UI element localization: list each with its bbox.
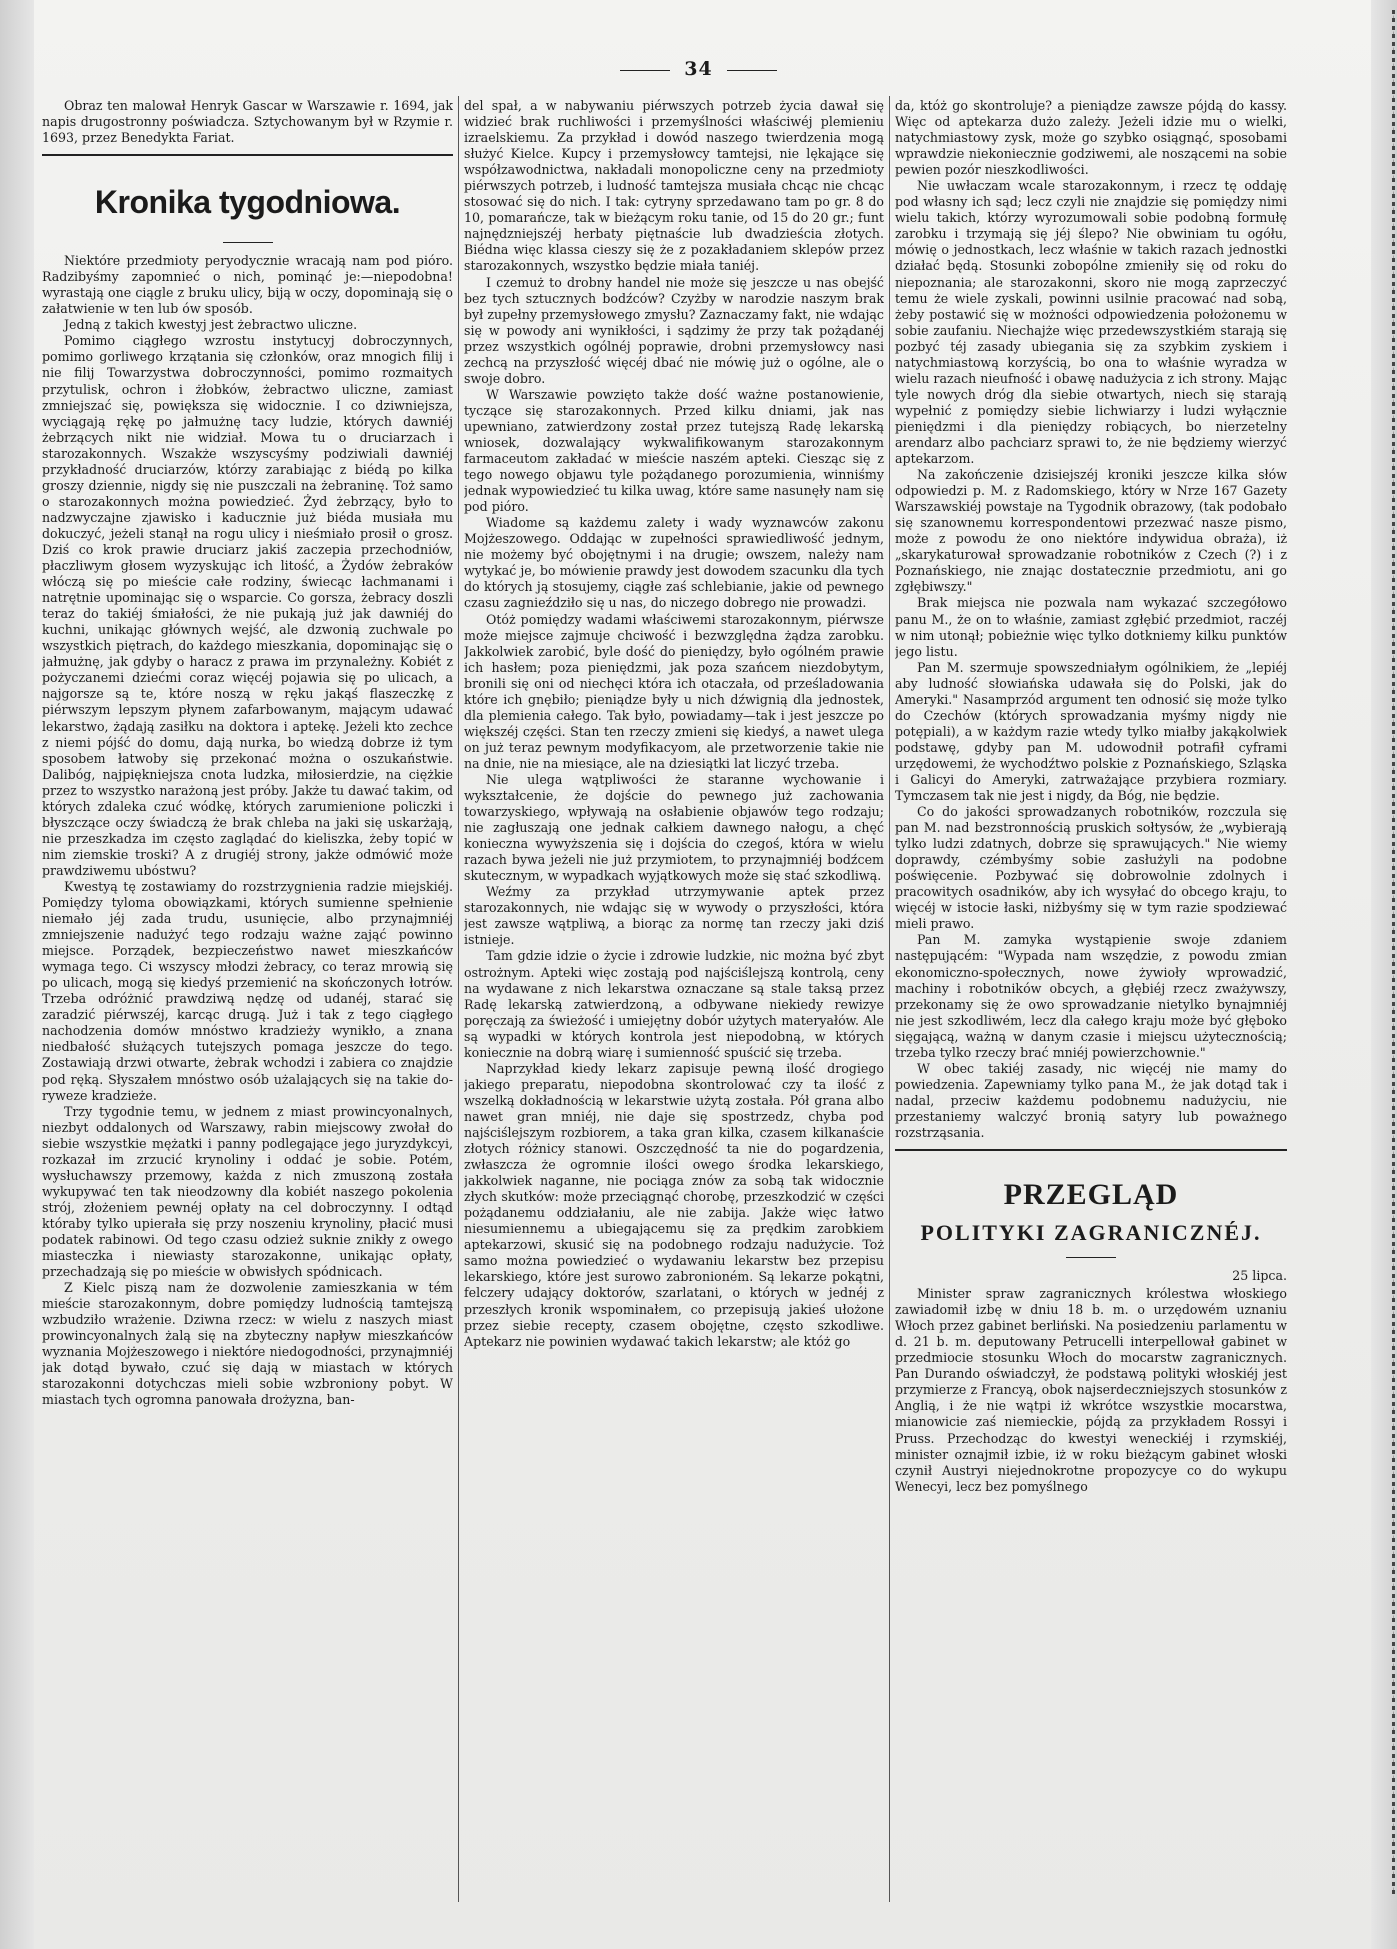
perforation-dot: [1375, 1722, 1395, 1734]
perforation-dot: [1375, 1114, 1395, 1126]
perforation-dot: [1375, 170, 1395, 182]
article-paragraph: Pan M. szermuje spowszedniałym ogólnikiem, że „lepiéj aby ludność słowiańska udawała się do Polski, jak do Ameryki." Nasamprzód argument ten odnosić się może tylko do Czechów (których sprowadzania myśmy nigdy nie potępiali), a w każdym razie wtedy tylko miałby jakąkolwiek podstawę, gdyby pan M. udowodnił potrafił cyframi urzędowemi, że wychodźtwo polskie z Poznańskiego, Szląska i Galicyi do Ameryki, zatrważające przybiera rozmiary. Tymczasem tak nie jest i nigdy, da Bóg, nie będzie.: [895, 659, 1287, 804]
perforation-dot: [1375, 730, 1395, 742]
perforation-dot: [1375, 1210, 1395, 1222]
perforation-dot: [1375, 1786, 1395, 1798]
article-paragraph: Brak miejsca nie pozwala nam wykazać szczegółowo panu M., że on to właśnie, zamiast zgłębić przedmiot, raczéj w nim utonął; pobieżnie więc tylko dotkniemy kilku punktów jego listu.: [895, 595, 1287, 659]
heading-ornament-rule: [1066, 1257, 1116, 1258]
perforation-dot: [1375, 1834, 1395, 1846]
page-left-margin: [0, 0, 34, 1949]
article-paragraph: Trzy tygodnie temu, w jednem z miast prowincyonalnych, niezbyt oddalonych od Warszawy, rabin miejscowy zwołał do siebie wszystkie mężatki i panny podlegające jego juryzdykcyi, rozkazał im zrzucić krynoliny i oddać je sobie. Potém, wysłuchawszy przemowy, każda z nich zmuszoną została wykupywać ten tak nieodzowny dla kobiét naszego pokolenia strój, złożeniem pewnéj opłaty na cel dobroczynny. I odtąd któraby tylko upierała się przy noszeniu krynoliny, płacić musi podatek rabinowi. Od tego czasu odzież suknie znikły z owego miasteczka i niewiasty starozakonne, unikając opłaty, przechadzają się po mieście w obwisłych spódnicach.: [42, 1103, 453, 1280]
perforation-dot: [1375, 986, 1395, 998]
perforation-dot: [1375, 778, 1395, 790]
perforation-dot: [1375, 1850, 1395, 1862]
perforation-dot: [1375, 1498, 1395, 1510]
perforation-dot: [1375, 218, 1395, 230]
section-subheading-polityki: POLITYKI ZAGRANICZNÉJ.: [920, 1220, 1262, 1246]
perforation-dot: [1375, 1546, 1395, 1558]
perforation-dot: [1375, 762, 1395, 774]
page-number: 34: [0, 58, 1397, 80]
perforation-dot: [1375, 1098, 1395, 1110]
perforation-dot: [1375, 650, 1395, 662]
article-paragraph: del spał, a w nabywaniu piérwszych potrzeb życia dawał się widzieć brak ruchliwości i przemyślności właściwéj plemieniu izraelskiemu. Za przykład i dowód naszego twierdzenia mogą służyć Kielce. Kupcy i przemysłowcy tamtejsi, nie lękające się współzawodnictwa, nakładali monopoliczne ceny na przedmioty piérwszych potrzeb, i ludność tamtejsza musiała chcąc nie chcąc stosować się do nich. I tak: cytryny sprzedawano tam po gr. 8 do 10, pomarańcze, tak w bieżącym roku tanie, od 15 do 20 gr.; funt najnędzniejszéj herbaty piętnaście lub dwadzieścia złotych. Biédna więc klassa cieszy się że z pozakładaniem sklepów przez starozakonnych, wszystko będzie miała taniéj.: [464, 98, 884, 274]
article-paragraph: Kwestyą tę zostawiamy do rozstrzygnienia radzie miejskiéj. Pomiędzy tyloma obowiązkami, których sumienne spełnienie niemało jéj zada trudu, usunięcie, albo przynajmniéj zmniejszenie nadużyć tego rodzaju ważne zająć powinno miejsce. Porządek, bezpieczeństwo nawet mieszkańców wymaga tego. Ci wszyscy młodzi żebracy, co teraz mrowią się po ulicach, mogą się kiedyś przemienić na skończonych łotrów. Trzeba odróżnić prawdziwą nędzę od udanéj, starać się zaradzić piérwszéj, karcąc drugą. Już i tak z tego ciągłego nachodzenia domów mnóstwo kradzieży wynikło, a znana niedbałość służących tutejszych pomaga jeszcze do tego. Zostawiają drzwi otwarte, żebrak wchodzi i zabiera co znajdzie pod ręką. Słyszałem mnóstwo osób użalających się na takie do-ryweze kradzieże.: [42, 878, 453, 1103]
perforation-dot: [1375, 1642, 1395, 1654]
perforation-dot: [1375, 1706, 1395, 1718]
perforation-dot: [1375, 586, 1395, 598]
perforation-dot: [1375, 1258, 1395, 1270]
perforation-dot: [1375, 938, 1395, 950]
article-paragraph: Na zakończenie dzisiejszéj kroniki jeszcze kilka słów odpowiedzi p. M. z Radomskiego, który w Nrze 167 Gazety Warszawskiéj powstaje na Tygodnik obrazowy, (tak podobało się szanownemu korrespondentowi przezwać nasze pismo, może z powodu że ono niektóre indywidua obraża), iż „skarykaturował sprowadzanie robotników z Czech (?) i z Poznańskiego, nie znając dostatecznie przedmiotu, ani go zgłębiwszy.": [895, 467, 1287, 595]
perforation-dot: [1375, 1866, 1395, 1878]
perforation-dot: [1375, 346, 1395, 358]
perforation-dot: [1375, 250, 1395, 262]
perforation-dot: [1375, 666, 1395, 678]
perforation-dot: [1375, 330, 1395, 342]
column-left: [42, 98, 453, 1918]
perforation-dot: [1375, 538, 1395, 550]
perforation-dot: [1375, 202, 1395, 214]
perforation-dot: [1375, 1594, 1395, 1606]
article-paragraph: Weźmy za przykład utrzymywanie aptek przez starozakonnych, nie wdając się w wywody o przyszłości, która jest zawsze wątpliwą, a biorąc za normę tan rzeczy jaki dziś istnieje.: [464, 884, 884, 948]
article-paragraph: I czemuż to drobny handel nie może się jeszcze u nas obejść bez tych sztucznych bodźców? Czyżby w narodzie naszym brak był zupełny przemysłowego zmysłu? Zaznaczamy fakt, nie wdając się w powody ani wynikłości, i sądzimy że przy tak pożądanéj przez wszystkich ogólnéj poprawie, drobni przemysłowcy nasi zechcą na przyszłość więcéj dbać nie mówię już o ogólne, ale o swoje dobro.: [464, 274, 884, 386]
perforation-dot: [1375, 1674, 1395, 1686]
perforation-dot: [1375, 746, 1395, 758]
binding-perforation: [1375, 10, 1395, 1940]
perforation-dot: [1375, 506, 1395, 518]
heading-ornament-rule: [223, 242, 273, 243]
perforation-dot: [1375, 1738, 1395, 1750]
perforation-dot: [1375, 1322, 1395, 1334]
perforation-dot: [1375, 858, 1395, 870]
perforation-dot: [1375, 1802, 1395, 1814]
image-caption-note: Obraz ten malował Henryk Gascar w Warszawie r. 1694, jak napis drugostronny poświadcza. Sztychowanym był w Rzymie r. 1693, przez Benedykta Fariat.: [42, 98, 453, 146]
perforation-dot: [1375, 42, 1395, 54]
perforation-dot: [1375, 138, 1395, 150]
perforation-dot: [1375, 106, 1395, 118]
perforation-dot: [1375, 1434, 1395, 1446]
perforation-dot: [1375, 1002, 1395, 1014]
perforation-dot: [1375, 234, 1395, 246]
perforation-dot: [1375, 1530, 1395, 1542]
column-right: [895, 98, 1287, 1918]
perforation-dot: [1375, 1770, 1395, 1782]
perforation-dot: [1375, 570, 1395, 582]
article-paragraph: W obec takiéj zasady, nic więcéj nie mamy do powiedzenia. Zapewniamy tylko pana M., że jak dotąd tak i nadal, przeciw każdemu podobnemu nadużyciu, nie przestaniemy walczyć bronią satyry lub poważnego rozstrząsania.: [895, 1060, 1287, 1140]
article-paragraph: Jedną z takich kwestyj jest żebractwo uliczne.: [64, 317, 358, 333]
section-heading-kronika: Kronika tygodniowa.: [94, 184, 401, 221]
perforation-dot: [1375, 1274, 1395, 1286]
perforation-dot: [1375, 554, 1395, 566]
perforation-dot: [1375, 954, 1395, 966]
page-right-margin: [1371, 0, 1397, 1949]
perforation-dot: [1375, 698, 1395, 710]
perforation-dot: [1375, 522, 1395, 534]
perforation-dot: [1375, 266, 1395, 278]
perforation-dot: [1375, 1162, 1395, 1174]
perforation-dot: [1375, 1514, 1395, 1526]
perforation-dot: [1375, 490, 1395, 502]
perforation-dot: [1375, 1882, 1395, 1894]
perforation-dot: [1375, 1450, 1395, 1462]
perforation-dot: [1375, 602, 1395, 614]
perforation-dot: [1375, 1658, 1395, 1670]
perforation-dot: [1375, 634, 1395, 646]
perforation-dot: [1375, 10, 1395, 22]
perforation-dot: [1375, 842, 1395, 854]
perforation-dot: [1375, 1306, 1395, 1318]
perforation-dot: [1375, 1146, 1395, 1158]
column-divider: [889, 96, 890, 1902]
perforation-dot: [1375, 1482, 1395, 1494]
perforation-dot: [1375, 154, 1395, 166]
perforation-dot: [1375, 1626, 1395, 1638]
perforation-dot: [1375, 186, 1395, 198]
article-paragraph: Wiadome są każdemu zalety i wady wyznawców zakonu Mojżeszowego. Oddając w zupełności sprawiedliwość jednym, nie możemy być obojętnymi i na drugie; owszem, należy nam wytykać je, bo mówienie prawdy jest dowodem szacunku dla tych do których ją stosujemy, ciągłe zaś schlebianie, jakie od pewnego czasu zagnieździło się u nas, do niczego dobrego nie prowadzi.: [464, 515, 884, 611]
perforation-dot: [1375, 378, 1395, 390]
perforation-dot: [1375, 1610, 1395, 1622]
article-paragraph: Minister spraw zagranicznych królestwa włoskiego zawiadomił izbę w dniu 18 b. m. o urzędowém uznaniu Włoch przez gabinet berliński. Na posiedzeniu parlamentu w d. 21 b. m. deputowany Petrucelli interpellował gabinet w przedmiocie stosunku Włoch do mocarstw zagranicznych. Pan Durando oświadczył, że podstawą polityki włoskiéj jest przymierze z Francyą, obok najserdeczniejszych stosunków z Anglią, i że nie wątpi iż wkrótce wszystkie mocarstwa, mianowicie zaś niemieckie, pójdą za przykładem Rossyi i Pruss. Przechodząc do kwestyi weneckiéj i rzymskiéj, minister oznajmił izbie, iż w roku bieżącym gabinet włoski czynił Austryi niejednokrotne propozycye co do wykupu Wenecyi, lecz bez pomyślnego: [895, 1286, 1287, 1494]
perforation-dot: [1375, 474, 1395, 486]
perforation-dot: [1375, 442, 1395, 454]
perforation-dot: [1375, 1130, 1395, 1142]
perforation-dot: [1375, 874, 1395, 886]
perforation-dot: [1375, 1386, 1395, 1398]
perforation-dot: [1375, 426, 1395, 438]
column-middle: [464, 98, 884, 1918]
perforation-dot: [1375, 1034, 1395, 1046]
perforation-dot: [1375, 1242, 1395, 1254]
perforation-dot: [1375, 314, 1395, 326]
article-paragraph: Niektóre przedmioty peryodycznie wracają nam pod pióro. Radzibyśmy zapomnieć o nich, pominąć je:—niepodobna! wyrastają one ciągle z bruku ulicy, biją w oczy, dopominają się o załatwienie w ten lub ów sposób.: [42, 253, 453, 317]
perforation-dot: [1375, 922, 1395, 934]
article-paragraph: da, któż go skontroluje? a pieniądze zawsze pójdą do kassy. Więc od aptekarza dużo zależy. Jeżeli idzie mu o wielki, natychmiastowy zysk, może go szybko osiągnąć, sposobami wprawdzie niekoniecznie godziwemi, ale noszącemi na sobie pewien pozór nieszkodliwości.: [895, 98, 1287, 178]
perforation-dot: [1375, 826, 1395, 838]
article-paragraph: Pan M. zamyka wystąpienie swoje zdaniem następującém: "Wypada nam wszędzie, z powodu zmian ekonomiczno-społecznych, nowe żywioły wprowadzić, machiny i robotników obcych, a głębiéj rzecz zważywszy, przekonamy się że owo sprowadzanie nietylko bynajmniéj nie jest szkodliwém, lecz dla całego kraju może być głęboko sięgającą, ważną w danym czasie i miejscu użytecznością; trzeba tylko rzeczy brać mniéj powierzchownie.": [895, 932, 1287, 1060]
article-paragraph: Otóż pomiędzy wadami właściwemi starozakonnym, piérwsze może miejsce zajmuje chciwość i bezwzględna żądza zarobku. Jakkolwiek zarobić, byle dość do pieniędzy, było ogólném prawie ich hasłem; poza pieniędzmi, jak poza szańcem niezdobytym, bronili się oni od niechęci która ich otaczała, od prześladowania które ich gnębiło; pieniądze były u nich dźwignią dla jednostek, dla plemienia całego. Tak było, powiadamy—tak i jest jeszcze po większéj części. Stan ten rzeczy zmieni się kiedyś, a nawet ulega on już teraz pewnym modyfikacyom, ale przetworzenie takie nie na dnie, nie na miesiące, ale na dziesiątki lat liczyć trzeba.: [464, 611, 884, 771]
perforation-dot: [1375, 1402, 1395, 1414]
perforation-dot: [1375, 122, 1395, 134]
perforation-dot: [1375, 1338, 1395, 1350]
article-paragraph: Nie uwłaczam wcale starozakonnym, i rzecz tę oddaję pod własny ich sąd; lecz czyli nie znajdzie się pomiędzy nimi wielu takich, którzy wyrozumowali sobie podobną formułę zarobku i trzymają się jéj ślepo? Nie obwiniam tu ogółu, mówię o jednostkach, lecz właśnie w takich razach jednostki działać będą. Stosunki zobopólne zmieniły się od roku do niepoznania; ale starozakonni, skoro nie mogą zaprzeczyć temu że wiele zyskali, powinni usilnie pracować nad sobą, żeby postawić się w możności odpowiedzenia położonemu w sobie zaufaniu. Niechajże więc przedewszystkiém starają się pozbyć téj zasady ubiegania się za szybkim zyskiem i natychmiastową korzyścią, bo ona to właśnie wyradza w wielu razach nieufność i obawę nadużycia z ich strony. Mając tyle nowych dróg dla siebie otwartych, niech się starają wypełnić z pomiędzy siebie lichwiarzy i ludzi wyłącznie pieniędzmi i dla pieniędzy robiących, bo nierzetelny arendarz albo pachciarz sprawi to, że nie będziemy wierzyć aptekarzom.: [895, 178, 1287, 467]
perforation-dot: [1375, 890, 1395, 902]
perforation-dot: [1375, 1370, 1395, 1382]
article-paragraph: Z Kielc piszą nam że dozwolenie zamieszkania w tém mieście starozakonnym, dobre pomiędzy ludnością tamtejszą wzbudziło wrażenie. Dziwna rzecz: w wielu z naszych miast prowincyonalnych żalą się na zbyteczny napływ mieszkańców wyznania Mojżeszowego i niektóre niedogodności, przynajmniéj jak dotąd bywało, czuć się dają w miastach w których starozakonni dotychczas mieli sobie wzbroniony pobyt. W miastach tych ogromna panowała drożyzna, ban-: [42, 1280, 453, 1408]
perforation-dot: [1375, 1194, 1395, 1206]
article-paragraph: Naprzykład kiedy lekarz zapisuje pewną ilość drogiego jakiego preparatu, niepodobna skontrolować czy ta ilość z wszelką dokładnością w lekarstwie użytą została. Pół grana albo nawet gran mniéj, nie daje się spostrzedz, chyba pod najściślejszym rozbiorem, a taka gran kilka, czasem kilkanaście złotych różnicy stanowi. Oszczędność ta nie do pogardzenia, zwłaszcza że ogromnie ilości owego środka lekarskiego, jakkolwiek naganne, nie pociąga znów za sobą tak widocznie złych skutków: może przeciągnąć chorobę, przeszkodzić w części pożądanemu oddziałaniu, ale nie zabija. Jakże więc łatwo niesumiennemu a ubiegającemu się za prędkim zarobkiem aptekarzowi, skusić się na podobnego rodzaju nadużycie. Toż samo można powiedzieć o wydawaniu lekarstw bez przepisu lekarskiego, które jest surowo zabronioném. Są lekarze pokątni, felczery udający doktorów, szarlatani, o których w jednéj z przeszłych kronik wspominałem, co przepisują jakieś ułożone przez siebie recepty, czasem obojętne, często szkodliwe. Aptekarz nie powinien wydawać takich lekarstw; ale któż go: [464, 1060, 884, 1349]
perforation-dot: [1375, 1178, 1395, 1190]
perforation-dot: [1375, 1354, 1395, 1366]
perforation-dot: [1375, 970, 1395, 982]
perforation-dot: [1375, 282, 1395, 294]
perforation-dot: [1375, 1818, 1395, 1830]
perforation-dot: [1375, 1754, 1395, 1766]
perforation-dot: [1375, 394, 1395, 406]
perforation-dot: [1375, 794, 1395, 806]
perforation-dot: [1375, 906, 1395, 918]
perforation-dot: [1375, 1018, 1395, 1030]
perforation-dot: [1375, 1466, 1395, 1478]
perforation-dot: [1375, 1066, 1395, 1078]
perforation-dot: [1375, 298, 1395, 310]
perforation-dot: [1375, 1290, 1395, 1302]
section-divider: [895, 1149, 1287, 1151]
perforation-dot: [1375, 1226, 1395, 1238]
column-divider: [458, 96, 459, 1902]
perforation-dot: [1375, 90, 1395, 102]
perforation-dot: [1375, 1562, 1395, 1574]
article-paragraph: Co do jakości sprowadzanych robotników, rozczula się pan M. nad bezstronnością pruskich sołtysów, że „wybierają tylko ludzi zdatnych, dobrze się sprawujących." Nie wiemy doprawdy, czémbyśmy sobie zasłużyli na podobne poświęcenie. Pozbywać się dobrowolnie zdolnych i pracowitych osadników, aby ich wysyłać do obcego kraju, to więcéj w istocie łaski, niżbyśmy się w tym razie spodziewać mieli prawo.: [895, 804, 1287, 932]
perforation-dot: [1375, 714, 1395, 726]
perforation-dot: [1375, 1578, 1395, 1590]
article-paragraph: Tam gdzie idzie o życie i zdrowie ludzkie, nic można być zbyt ostrożnym. Apteki więc zostają pod najściślejszą kontrolą, ceny na wydawane z nich lekarstwa oznaczane są stale taksą przez Radę lekarską zatwierdzoną, a odbywane niekiedy rewizye poręczają za świeżość i umiejętny dobór użytych materyałów. Ale są wypadki w których kontrola jest niepodobną, w których koniecznie na dobrą wiarę i sumienność spuścić się trzeba.: [464, 948, 884, 1060]
section-heading-przeglad: PRZEGLĄD: [1003, 1178, 1179, 1212]
article-paragraph: Pomimo ciągłego wzrostu instytucyj dobroczynnych, pomimo gorliwego krzątania się członków, oraz mnogich filij i nie filij Towarzystwa dobroczynności, pomimo rozmaitych przytulisk, ochron i żłobków, żebractwo uliczne, zamiast zmniejszać się, powiększa się widocznie. I co dziwniejsza, wyciągają rękę po jałmużnę tacy ludzie, których dawniéj żebrzących nikt nie widział. Mowa tu o druciarzach i starozakonnych. Wszakże wszyscyśmy podziwiali dawniéj przykładność druciarzów, którzy zarabiając z biédą po kilka groszy dziennie, nigdy się nie puszczali na żebraninę. Toż samo o starozakonnych można powiedzieć. Żyd żebrzący, było to nadzwyczajne zjawisko i kaducznie już biéda musiała mu dokuczyć, jeżeli stanął na rogu ulicy i nieśmiało prosił o grosz. Dziś co krok prawie druciarz jakiś zaczepia przechodniów, płaczliwym głosem wyzyskując ich litość, a Żydów żebraków włóczą się po mieście całe rodziny, świecąc łachmanami i natrętnie upominając się o wsparcie. Co gorsza, żebracy doszli teraz do takiéj śmiałości, że nie pukają już jak dawniéj do kuchni, unikając głównych wejść, ale dzwonią zuchwale po wszystkich piętrach, do każdego mieszkania, dopominając się o jałmużnę, jak gdyby o haracz z prawa im przynależny. Kobiét z pożyczanemi dziećmi coraz więcéj pojawia się po ulicach, a najgorsze są te, które noszą w ręku jakąś flaszeczkę z piérwszym lepszym płynem zafarbowanym, mającym udawać lekarstwo, żądają zasiłku na doktora i aptekę. Jeżeli kto zechce z niemi pójść do domu, dają nurka, bo wiedzą dobrze iż tym sposobem łatwoby się przekonać można o oszukaństwie. Dalibóg, najpiękniejsza cnota ludzka, miłosierdzie, na ciężkie przez to wszystko narażoną jest próby. Jakże tu dawać takim, od których zdaleka czuć wódkę, których zarumienione policzki i błyszczące oczy świadczą że brak chleba na jaki się uskarżają, nie przeszkadza im często zaglądać do kieliszka, żeby topić w nim ziemskie troski? A z drugiéj strony, jakże odmówić może prawdziwemu ubóstwu?: [42, 333, 453, 878]
perforation-dot: [1375, 1418, 1395, 1430]
perforation-dot: [1375, 1082, 1395, 1094]
perforation-dot: [1375, 458, 1395, 470]
perforation-dot: [1375, 682, 1395, 694]
perforation-dot: [1375, 362, 1395, 374]
perforation-dot: [1375, 1050, 1395, 1062]
perforation-dot: [1375, 810, 1395, 822]
perforation-dot: [1375, 26, 1395, 38]
section-divider: [42, 154, 453, 156]
article-paragraph: W Warszawie powzięto także dość ważne postanowienie, tyczące się starozakonnych. Przed kilku dniami, jak nas upewniano, zatwierdzony został przez tutejszą Radę lekarską wniosek, dozwalający wykwalifikowanym starozakonnym farmaceutom zakładać w mieście naszém apteki. Ciesząc się z tego nowego objawu tyle pożądanego porozumienia, winniśmy jednak wypowiedzieć tu kilka uwag, które same nasunęły nam się pod pióro.: [464, 386, 884, 515]
dateline: 25 lipca.: [1232, 1268, 1287, 1284]
perforation-dot: [1375, 1690, 1395, 1702]
perforation-dot: [1375, 410, 1395, 422]
perforation-dot: [1375, 618, 1395, 630]
article-paragraph: Nie ulega wątpliwości że staranne wychowanie i wykształcenie, że dojście do pewnego już zachowania towarzyskiego, wpływają na osłabienie objawów tego rodzaju; nie zagłuszają one jednak całkiem dawnego nałogu, a chęć konieczna wywyższenia się i dojścia do czegoś, która w wielu razach bywa jeżeli nie już przymiotem, to przynajmniéj bodźcem skutecznym, w wypadkach wyjątkowych może się stać szkodliwą.: [464, 771, 884, 884]
